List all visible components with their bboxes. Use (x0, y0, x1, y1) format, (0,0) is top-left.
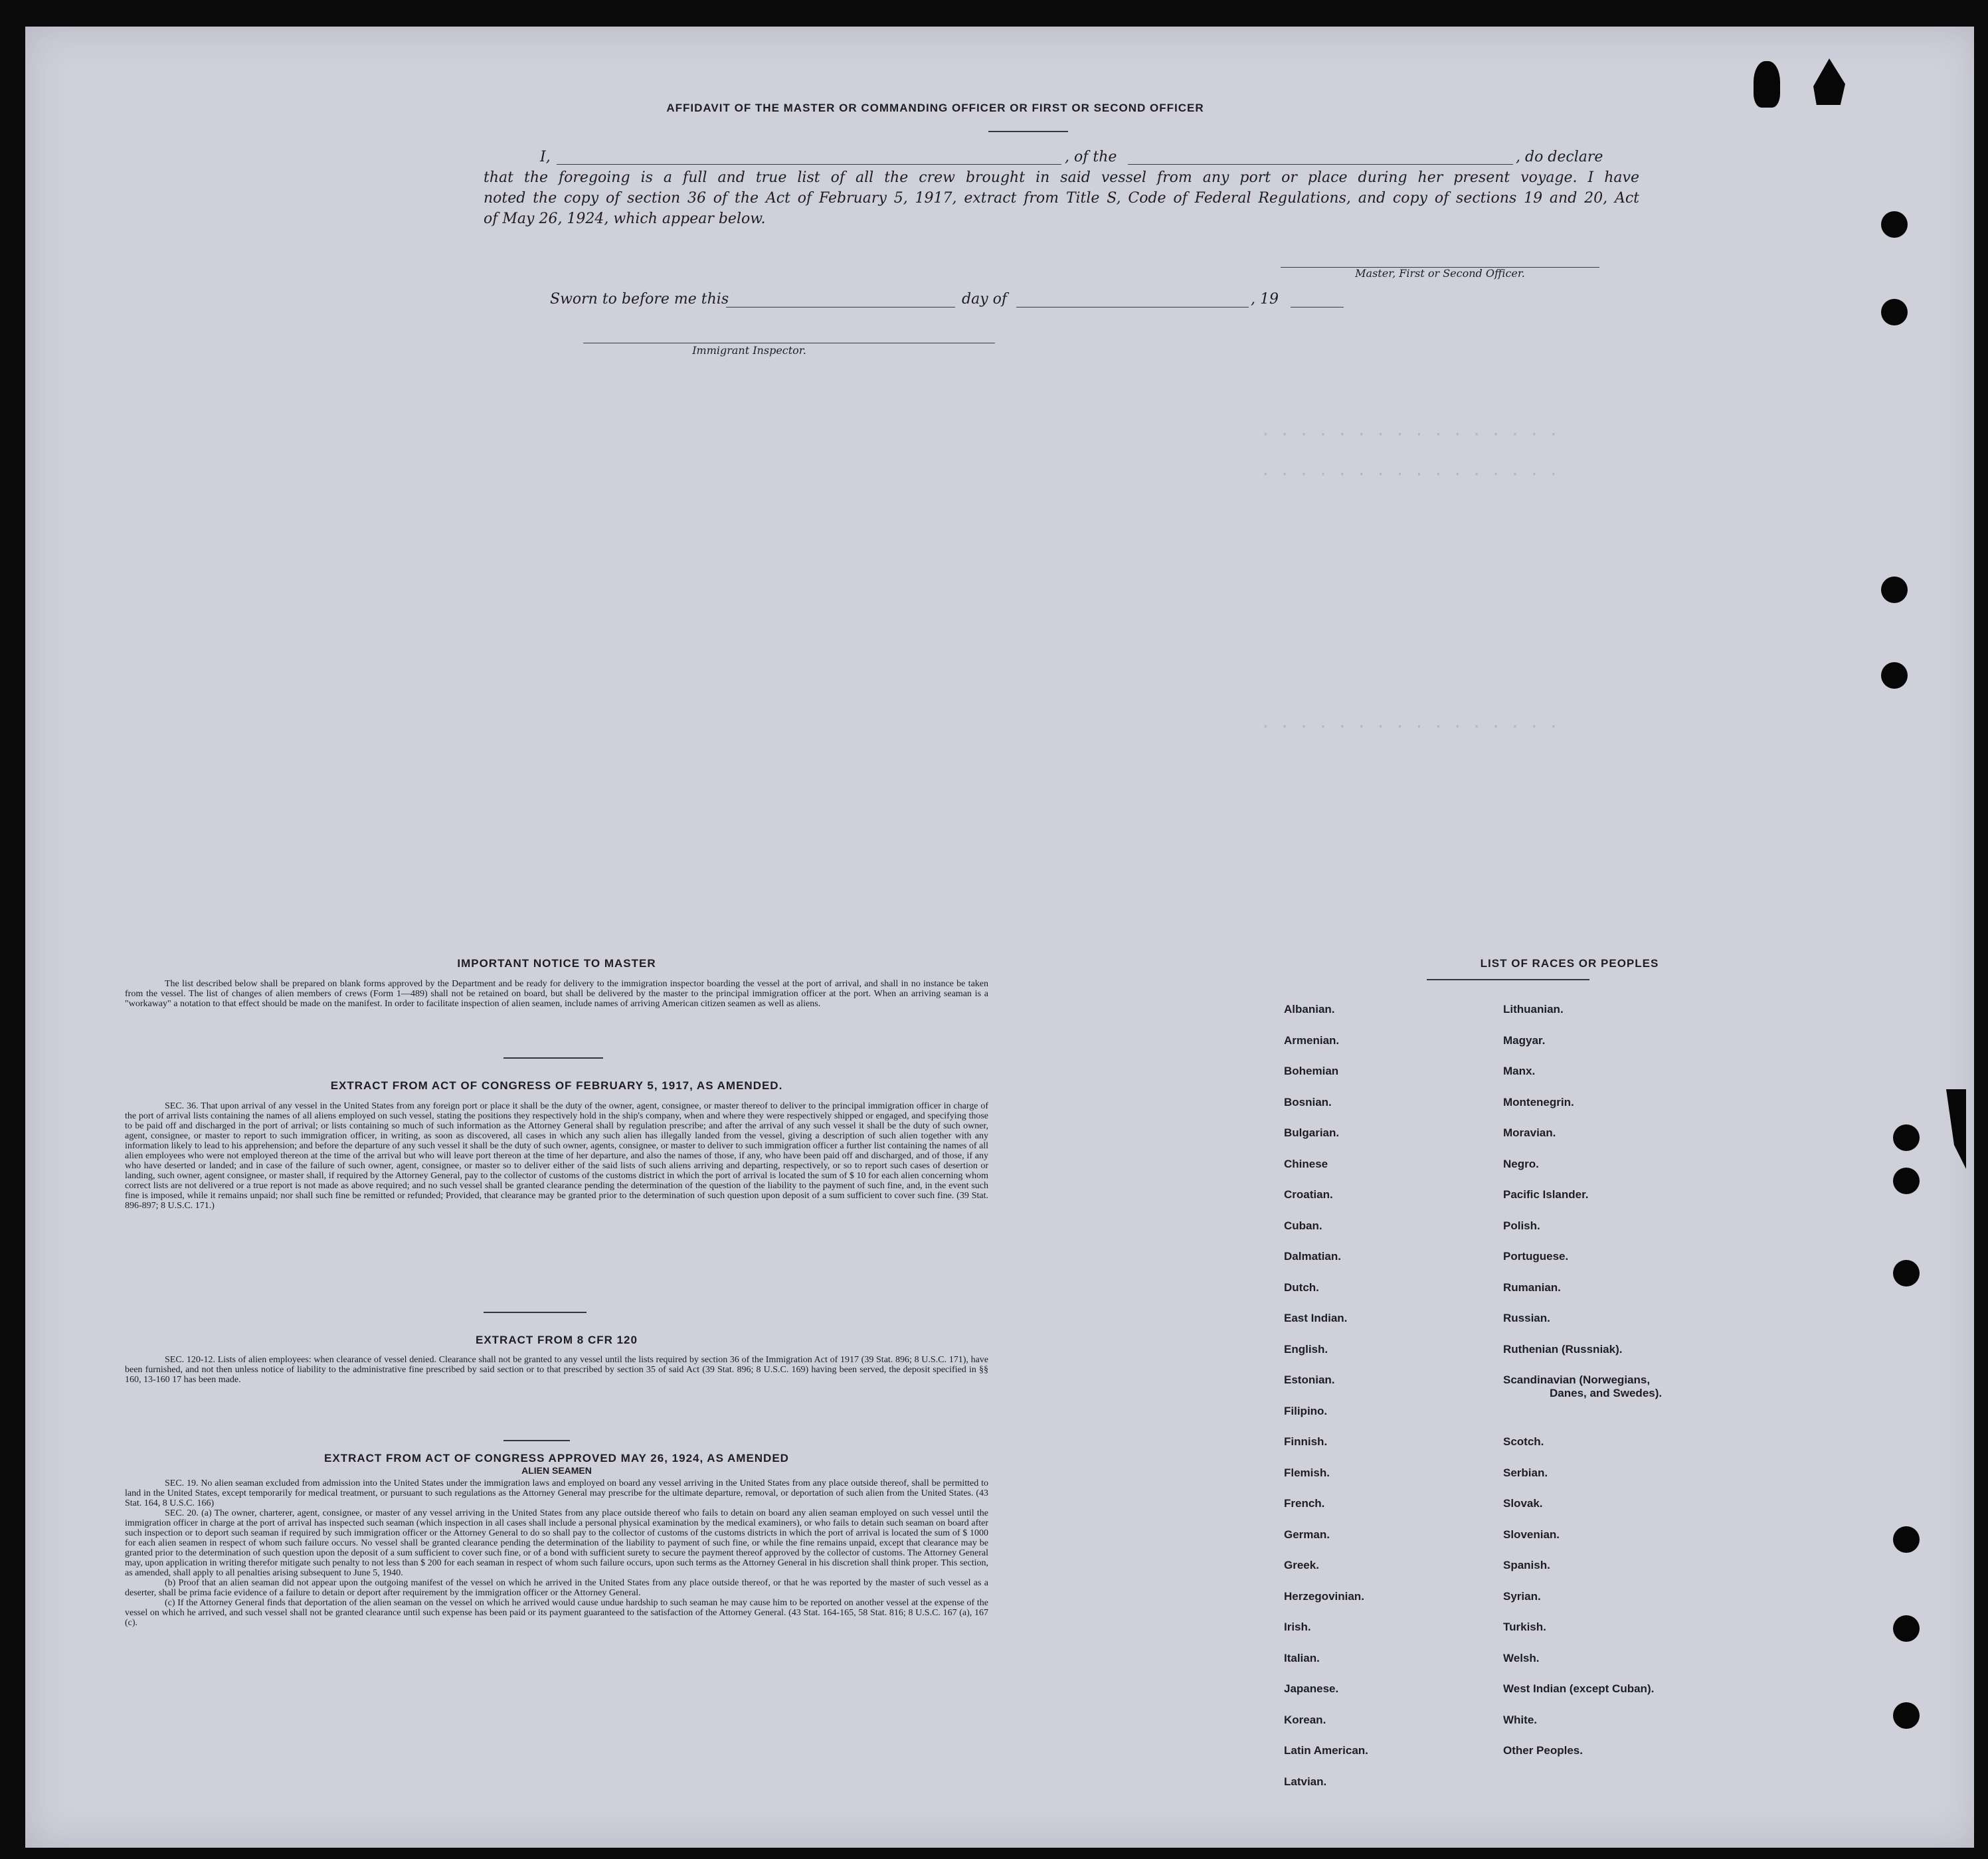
race-item: Chinese (1284, 1157, 1328, 1170)
sworn-month-line (1016, 307, 1249, 308)
race-item: French. (1284, 1497, 1325, 1510)
race-item: Armenian. (1284, 1033, 1340, 1047)
sworn-year: , 19 (1251, 291, 1279, 308)
race-item: Filipino. (1284, 1404, 1328, 1417)
affidavit-line1-start: I, (540, 149, 551, 165)
binder-hole (1893, 1526, 1920, 1553)
race-item: Dutch. (1284, 1281, 1319, 1294)
extract-cfr-block (125, 1355, 988, 1385)
extract-1917-text: SEC. 36. That upon arrival of any vessel in the United States from any foreign port or place it shall be the duty of the owner, agent, consignee, or master thereof to deliver to the principal immigration officer in charge of the port of arrival lists containing the names of all aliens employed on such vessel, stating the positions they respectively hold in the ship's company, when and where they were respectively shipped or engaged, and specifying those to be paid off and discharged in the port of arrival; or lists containing so much of such information as the Attorney General shall by regulation prescribe; and after the arrival of any such vessel it shall be the duty of such owner, agent, consignee, or master to report to such immigration officer, in writing, as soon as discovered, all cases in which any such alien has illegally landed from the vessel, giving a description of such alien together with any information likely to lead to his apprehension; and before the departure of any such vessel it shall be the duty of such owner, agents, consignee, or master to deliver to such immigration officer a further list containing the names of all alien employees who were not employed thereon at the time of the arrival but who will leave port thereon at the time of her departure, and also the names of those, if any, who have been paid off and discharged, and of those, if any who have deserted or landed; and in case of the failure of such owner, agent, consignee, or master so to deliver either of the said lists of such aliens arriving and departing, respectively, or so to report such cases of desertion or landing, such owner, agent consignee, or master shall, if required by the Attorney General, pay to the collector of customs of the customs district in which the port of arrival is located the sum of $ 10 for each alien concerning whom correct lists are not delivered or a true report is not made as above required; and no such vessel shall be granted clearance pending the determination of the question of the liability to the payment of such fine, and, in the event such fine is imposed, while it remains unpaid; nor shall such fine be remitted or refunded; Provided, that clearance may be granted prior to the determination of such question upon deposit of a sum sufficient to cover such fine. (39 Stat. 896-897; 8 U.S.C. 171.) (125, 1101, 988, 1211)
binder-hole (1881, 662, 1908, 689)
race-item: German. (1284, 1528, 1330, 1541)
race-item: Finnish. (1284, 1435, 1328, 1448)
inspector-caption: Immigrant Inspector. (692, 344, 806, 357)
races-title: LIST OF RACES OR PEOPLES (1480, 957, 1659, 970)
affidavit-line3: noted the copy of section 36 of the Act of February 5, 1917, extract from Title S, Code of Federal Regulations, and copy of sections 19 and 20, Act (484, 190, 1639, 207)
binder-hole (1893, 1168, 1920, 1194)
race-item: Korean. (1284, 1713, 1326, 1726)
extract-1924-subtitle: ALIEN SEAMEN (521, 1465, 592, 1476)
extract-cfr-title: EXTRACT FROM 8 CFR 120 (476, 1334, 638, 1346)
sworn-year-line (1291, 307, 1344, 308)
bleed-through-row: · · · · · · · · · · · · · · · · (1261, 465, 1558, 484)
race-item: Scotch. (1503, 1435, 1544, 1448)
affidavit-title-rule (988, 131, 1068, 132)
affidavit-line1-mid: , of the (1065, 149, 1117, 165)
affidavit-line2: that the foregoing is a full and true list of all the crew brought in said vessel from any port or place during her present voyage. I have (484, 169, 1639, 186)
notice-title: IMPORTANT NOTICE TO MASTER (457, 957, 656, 970)
extract-1924-sec19: SEC. 19. No alien seaman excluded from admission into the United States under the immigration laws and employed on board any vessel arriving in the United States from any place outside thereof, shall be permitted to land in the United States, except temporarily for medical treatment, or pursuant to such regulations as the Attorney General may prescribe for the ultimate departure, removal, or deportation of such alien from the United States. (43 Stat. 164, 8 U.S.C. 166) (125, 1478, 988, 1508)
race-item: Bosnian. (1284, 1095, 1332, 1108)
vessel-name-line (1128, 164, 1513, 165)
race-item: Bohemian (1284, 1065, 1339, 1077)
race-item: Albanian. (1284, 1003, 1335, 1016)
sworn-date-line (726, 307, 955, 308)
race-item: Danes, and Swedes). (1550, 1387, 1663, 1399)
binder-hole (1881, 211, 1908, 238)
sworn-start: Sworn to before me this (550, 291, 729, 308)
extract-1924-sec20c: (c) If the Attorney General finds that deportation of the alien seaman on the vessel on which he arrived would cause undue hardship to such seaman he may cause him to be reported on another vessel at the expense of the vessel on which he arrived, and such vessel shall not be granted clearance until such expense has been paid or its payment guaranteed to the satisfaction of the Attorney General. (43 Stat. 164-165, 58 Stat. 816; 8 U.S.C. 167 (a), 167 (c). (125, 1598, 988, 1628)
race-item: Polish. (1503, 1219, 1540, 1232)
race-item: White. (1503, 1713, 1537, 1726)
torn-corner (1754, 61, 1780, 108)
extract-1924-block (125, 1478, 988, 1628)
race-item: Lithuanian. (1503, 1003, 1564, 1016)
race-item: Other Peoples. (1503, 1744, 1583, 1757)
race-item: Ruthenian (Russniak). (1503, 1342, 1623, 1356)
extract-cfr-rule (503, 1440, 570, 1441)
notice-rule (503, 1057, 603, 1059)
race-item: Bulgarian. (1284, 1126, 1340, 1139)
race-item: Slovak. (1503, 1497, 1543, 1510)
race-item: Estonian. (1284, 1373, 1335, 1386)
master-signature-caption: Master, First or Second Officer. (1355, 267, 1525, 280)
race-item: Latvian. (1284, 1775, 1327, 1788)
affidavit-line1-end: , do declare (1516, 149, 1603, 165)
race-item: Syrian. (1503, 1589, 1541, 1603)
affidavit-line4: of May 26, 1924, which appear below. (484, 211, 766, 227)
race-item: Turkish. (1503, 1621, 1546, 1633)
declarant-name-line (557, 164, 1061, 165)
race-item: Slovenian. (1503, 1528, 1560, 1541)
extract-1924-title: EXTRACT FROM ACT OF CONGRESS APPROVED MAY 26, 1924, AS AMENDED (324, 1452, 789, 1464)
race-item: Spanish. (1503, 1559, 1550, 1571)
races-left-column (1284, 1003, 1483, 1826)
races-title-rule (1427, 979, 1589, 980)
race-item: Russian. (1503, 1312, 1550, 1324)
race-item: Scandinavian (Norwegians, (1503, 1373, 1651, 1386)
race-item: Cuban. (1284, 1219, 1322, 1232)
race-item: Pacific Islander. (1503, 1188, 1589, 1201)
extract-1924-sec20b: (b) Proof that an alien seaman did not appear upon the outgoing manifest of the vessel on which he arrived in the United States from any place outside thereof, or that he was reported by the master of such vessel as a deserter, shall be prima facie evidence of a failure to detain or deport after requirement by the immigration officer or the Attorney General. (125, 1578, 988, 1598)
race-item: Croatian. (1284, 1188, 1333, 1201)
races-right-column (1503, 1003, 1822, 1826)
notice-text: The list described below shall be prepared on blank forms approved by the Department and be ready for delivery to the immigration inspector boarding the vessel at the port of arrival, and shall in no instance be taken from the vessel. The list of changes of alien members of crews (Form 1—489) shall not be retained on board, but shall be delivered by the master to the principal immigration officer at the port. When an arriving seaman is a "workaway" a notation to that effect should be made on the manifest. In order to facilitate inspection of alien seamen, include names of arriving American citizen seamen as well as aliens. (125, 979, 988, 1009)
document-page (25, 27, 1979, 1848)
extract-cfr-text: SEC. 120-12. Lists of alien employees: when clearance of vessel denied. Clearance shall not be granted to any vessel until the lists required by section 36 of the Immigration Act of 1917 (39 Stat. 896; 8 U.S.C. 171), have been furnished, and not then unless notice of liability to the administrative fine prescribed by said section or to that prescribed by section 35 of said Act (39 Stat. 896; 8 U.S.C. 169) having been served, the deposit specified in §§ 160, 13-160 17 has been made. (125, 1355, 988, 1385)
race-item: Japanese. (1284, 1682, 1339, 1695)
race-item: Manx. (1503, 1065, 1536, 1077)
binder-hole (1893, 1615, 1920, 1642)
bleed-through-row: · · · · · · · · · · · · · · · · (1261, 425, 1558, 444)
race-item: Montenegrin. (1503, 1095, 1574, 1108)
race-item: Serbian. (1503, 1466, 1548, 1479)
race-item: Irish. (1284, 1621, 1311, 1633)
race-item: Flemish. (1284, 1466, 1330, 1479)
right-page-edge (1974, 27, 1979, 1848)
race-item: Portuguese. (1503, 1250, 1569, 1263)
race-item: Moravian. (1503, 1126, 1556, 1139)
race-item: West Indian (except Cuban). (1503, 1682, 1655, 1695)
binder-hole (1893, 1260, 1920, 1286)
binder-hole (1881, 576, 1908, 603)
extract-1924-sec20a: SEC. 20. (a) The owner, charterer, agent, consignee, or master of any vessel arriving in the United States from any place outside thereof who fails to detain on board any alien seaman employed on such vessel until the immigration officer in charge at the port of arrival has inspected such seaman (which inspection in all cases shall include a personal physical examination by the medical examiners), or who fails to detain such seaman on board after such inspection or to deport such seaman if required by such immigration officer or the Attorney General to do so shall pay to the collector of customs of the customs districts in which the port of arrival is located the sum of $ 1000 for each alien seamen in respect of whom such failure occurs. No vessel shall be granted clearance pending the determination of the liability to payment of such fine, or while the fine remains unpaid, except that clearance may be granted prior to the determination of such question upon the deposit of a sum sufficient to cover such fine, or of a bond with sufficient surety to secure the payment thereof approved by the collector of customs. The Attorney General may, upon application in writing therefor mitigate such penalty to not less than $ 200 for each seaman in respect of whom such failure occurs, upon such terms as the Attorney General in his discretion shall think proper. This section, as amended, shall apply to all penalties arising subsequent to June 5, 1940. (125, 1508, 988, 1578)
race-item: Dalmatian. (1284, 1250, 1341, 1263)
extract-1917-title: EXTRACT FROM ACT OF CONGRESS OF FEBRUARY 5, 1917, AS AMENDED. (330, 1079, 783, 1092)
race-item: Negro. (1503, 1157, 1539, 1170)
bleed-through-row: · · · · · · · · · · · · · · · · (1261, 717, 1558, 736)
race-item: Welsh. (1503, 1651, 1540, 1664)
race-item: Greek. (1284, 1559, 1319, 1571)
binder-hole (1881, 299, 1908, 325)
extract-1917-rule (484, 1312, 587, 1313)
affidavit-title: AFFIDAVIT OF THE MASTER OR COMMANDING OFFICER OR FIRST OR SECOND OFFICER (666, 102, 1204, 114)
race-item: Magyar. (1503, 1033, 1546, 1047)
race-item: Italian. (1284, 1651, 1320, 1664)
binder-hole (1893, 1702, 1920, 1729)
race-item: Rumanian. (1503, 1281, 1561, 1294)
race-item: East Indian. (1284, 1312, 1348, 1324)
sworn-day-of: day of (962, 291, 1008, 308)
race-item: English. (1284, 1342, 1328, 1356)
race-item: Latin American. (1284, 1744, 1368, 1757)
binder-hole (1893, 1124, 1920, 1151)
extract-1917-block (125, 1101, 988, 1211)
race-item: Herzegovinian. (1284, 1589, 1364, 1603)
notice-block (125, 979, 988, 1009)
